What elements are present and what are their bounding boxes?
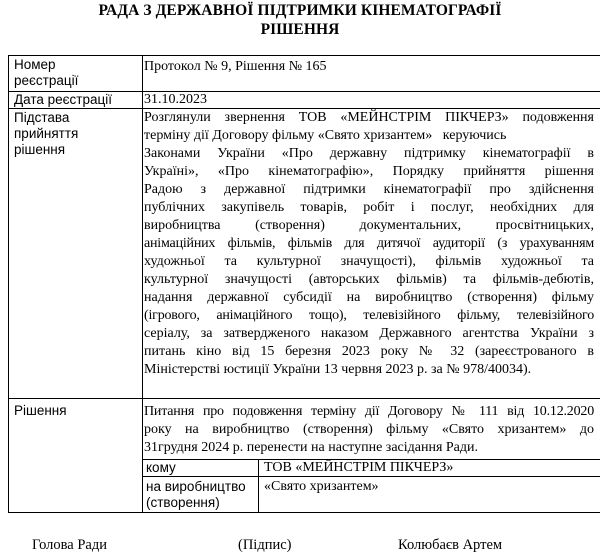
text-line: Радою з державної підтримки кінематографії про здійснення (144, 182, 594, 197)
label-line: реєстрації (14, 73, 79, 88)
text-line: надання державної субсидії на виробництво (створення) фільму (144, 290, 594, 305)
text-line: Міністерстві юстиції України 13 червня 2023 р. за № 978/40034). (144, 362, 532, 377)
text-line: публічних закупівель товарів, робіт і послуг, необхідних для (144, 200, 594, 215)
basis-label (14, 110, 78, 158)
registration-date-label: Дата реєстрації (14, 92, 112, 107)
text-line: (ігрового, анімаційного тощо), телевізійного фільму, телевізійного (144, 308, 594, 323)
chairman-position: Голова Ради (32, 537, 108, 553)
label-line: на виробництво (146, 479, 246, 494)
decision-text (144, 403, 594, 457)
document-title: РІШЕННЯ (260, 21, 340, 38)
text-line: культурної значущості (авторських фільмів) та фільмів-дебютів, (144, 272, 594, 287)
text-line: Законами України «Про державну підтримку кінематографії в (144, 146, 594, 161)
chairman-name: Колюбаєв Артем (398, 537, 503, 553)
text-line: Україні», «Про кінематографію», Порядку прийняття рішення (144, 164, 594, 179)
table-border-col (142, 55, 143, 513)
basis-text (144, 109, 594, 379)
label-line: (створення) (146, 495, 220, 510)
text-line: серіалу, за затвердженого наказом Державного агентства України з (144, 326, 594, 341)
text-line: 31грудня 2024 р. перенести на наступне засідання Ради. (144, 440, 479, 455)
subtable-border-col (258, 459, 259, 513)
table-border-row3 (8, 398, 600, 399)
text-line: анімаційних фільмів, фільмів для дитячої аудиторії (з урахуванням (144, 236, 594, 251)
text-line: року на виробництво (створення) фільму «Свято хризантем» до (144, 422, 594, 437)
registration-number-label (14, 57, 78, 89)
text-line: питань кіно від 15 березня 2023 року № 32 (зареєстрованого в (144, 344, 594, 359)
recipient-value: ТОВ «МЕЙНСТРІМ ПІКЧЕРЗ» (264, 460, 454, 475)
decision-label: Рішення (14, 403, 67, 418)
text-line: терміну дії Договору фільму «Свято хризантем» керуючись (144, 128, 507, 143)
text-line: виробництва (створення) документальних, просвітницьких, (144, 218, 594, 233)
production-label (146, 479, 246, 511)
label-line: прийняття (14, 126, 79, 141)
registration-date-value: 31.10.2023 (144, 92, 207, 107)
production-value: «Свято хризантем» (264, 479, 379, 494)
label-line: Номер (14, 57, 56, 72)
table-border-bottom (8, 512, 600, 513)
recipient-label: кому (146, 460, 176, 475)
table-border-left (8, 55, 9, 513)
label-line: рішення (14, 142, 66, 157)
table-border-top (8, 55, 600, 56)
council-title: РАДА З ДЕРЖАВНОЇ ПІДТРИМКИ КІНЕМАТОГРАФІЇ (98, 2, 502, 19)
text-line: художньої та культурної значущості), фільмів художньої та (144, 254, 594, 269)
signature-placeholder: (Підпис) (238, 537, 292, 553)
label-line: Підстава (14, 110, 70, 125)
text-line: Питання про подовження терміну дії Договору № 111 від 10.12.2020 (144, 404, 594, 419)
registration-number-value: Протокол № 9, Рішення № 165 (144, 59, 327, 74)
text-line: Розглянули звернення ТОВ «МЕЙНСТРІМ ПІКЧЕРЗ» подовження (144, 110, 594, 125)
